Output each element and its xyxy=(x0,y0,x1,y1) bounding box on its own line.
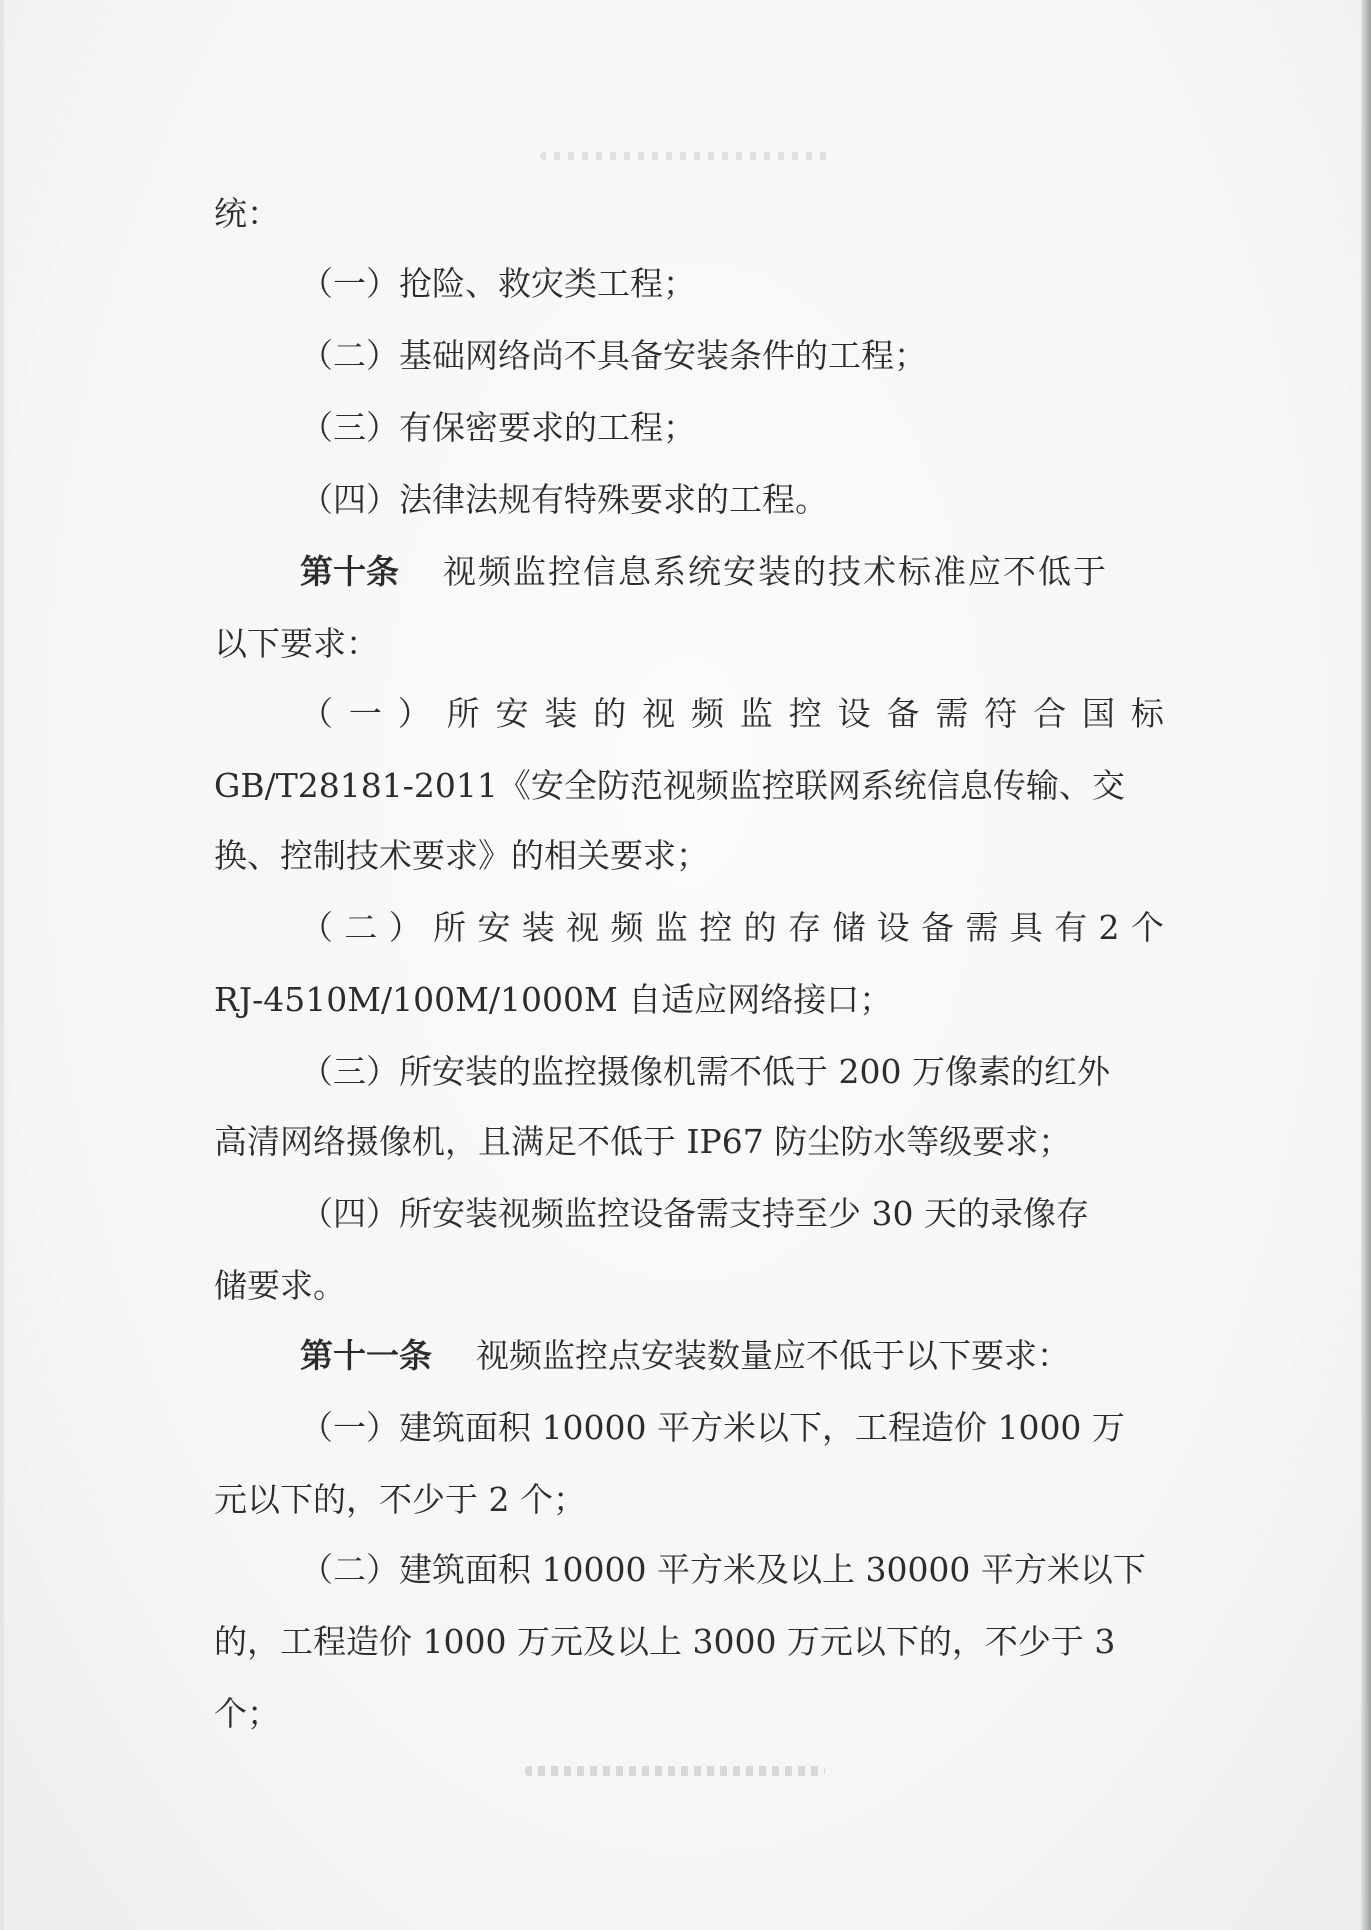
char: 设 xyxy=(837,694,871,733)
char: 视 xyxy=(566,908,600,947)
char: 一 xyxy=(348,694,382,733)
char: 符 xyxy=(984,694,1018,733)
list-item: （四）所安装视频监控设备需支持至少 30 天的录像存 xyxy=(300,1194,1089,1233)
char: 设 xyxy=(876,908,910,947)
char: 备 xyxy=(921,908,955,947)
char: 安 xyxy=(495,694,529,733)
char: （ xyxy=(300,694,333,733)
char: 储 xyxy=(832,908,866,947)
scan-artifact-bottom xyxy=(525,1766,825,1776)
list-item: （三）有保密要求的工程； xyxy=(300,408,696,447)
char: 监 xyxy=(739,694,773,733)
list-item: （二）建筑面积 10000 平方米及以上 30000 平方米以下 xyxy=(300,1550,1146,1589)
char: 个 xyxy=(1130,908,1164,947)
scan-artifact-top xyxy=(540,152,830,160)
text-line: RJ-4510M/100M/1000M 自适应网络接口； xyxy=(214,980,893,1019)
scan-edge-left xyxy=(0,0,4,1930)
char: 视 xyxy=(642,694,676,733)
spaced-line-1 xyxy=(300,692,1164,736)
char: 装 xyxy=(521,908,555,947)
char: 需 xyxy=(935,694,969,733)
char: 具 xyxy=(1009,908,1043,947)
text-line: 个； xyxy=(214,1694,280,1733)
text-line: 统： xyxy=(214,194,280,233)
text-line: GB/T28181-2011《安全防范视频监控联网系统信息传输、交 xyxy=(214,766,1125,805)
char: ） xyxy=(397,694,431,733)
char: 频 xyxy=(610,908,644,947)
char: 2 xyxy=(1098,908,1120,947)
char: 装 xyxy=(544,694,578,733)
list-item: （二）基础网络尚不具备安装条件的工程； xyxy=(300,336,927,375)
char: 存 xyxy=(787,908,821,947)
text-line: 以下要求： xyxy=(214,624,379,663)
char: 所 xyxy=(433,908,467,947)
char: 需 xyxy=(965,908,999,947)
char: ） xyxy=(388,908,422,947)
char: 标 xyxy=(1130,694,1164,733)
char: 合 xyxy=(1033,694,1067,733)
article-text: 视频监控信息系统安装的技术标准应不低于 xyxy=(443,552,1108,591)
char: 控 xyxy=(699,908,733,947)
list-item: （一）建筑面积 10000 平方米以下，工程造价 1000 万 xyxy=(300,1408,1125,1447)
char: 安 xyxy=(477,908,511,947)
list-item: （四）法律法规有特殊要求的工程。 xyxy=(300,480,828,519)
char: 频 xyxy=(691,694,724,733)
article-heading: 第十一条 xyxy=(300,1336,432,1375)
article-11 xyxy=(300,1334,1070,1378)
char: 国 xyxy=(1082,694,1115,733)
char: 控 xyxy=(788,694,822,733)
char: （ xyxy=(300,908,333,947)
text-line: 的，工程造价 1000 万元及以上 3000 万元以下的，不少于 3 xyxy=(214,1622,1116,1661)
list-item: （三）所安装的监控摄像机需不低于 200 万像素的红外 xyxy=(300,1052,1110,1091)
list-item: （一）抢险、救灾类工程； xyxy=(300,264,696,303)
char: 有 xyxy=(1054,908,1088,947)
char: 监 xyxy=(654,908,688,947)
char: 所 xyxy=(446,694,480,733)
scan-edge-right xyxy=(1361,0,1371,1930)
char: 二 xyxy=(344,908,378,947)
text-line: 高清网络摄像机，且满足不低于 IP67 防尘防水等级要求； xyxy=(214,1122,1072,1161)
char: 的 xyxy=(743,908,777,947)
article-10 xyxy=(300,550,1108,594)
article-text: 视频监控点安装数量应不低于以下要求： xyxy=(476,1336,1070,1375)
article-heading: 第十条 xyxy=(300,552,399,591)
spaced-line-2 xyxy=(300,906,1164,950)
text-line: 储要求。 xyxy=(214,1266,346,1305)
text-line: 元以下的，不少于 2 个； xyxy=(214,1480,586,1519)
char: 的 xyxy=(593,694,627,733)
char: 备 xyxy=(886,694,920,733)
text-line: 换、控制技术要求》的相关要求； xyxy=(214,836,709,875)
